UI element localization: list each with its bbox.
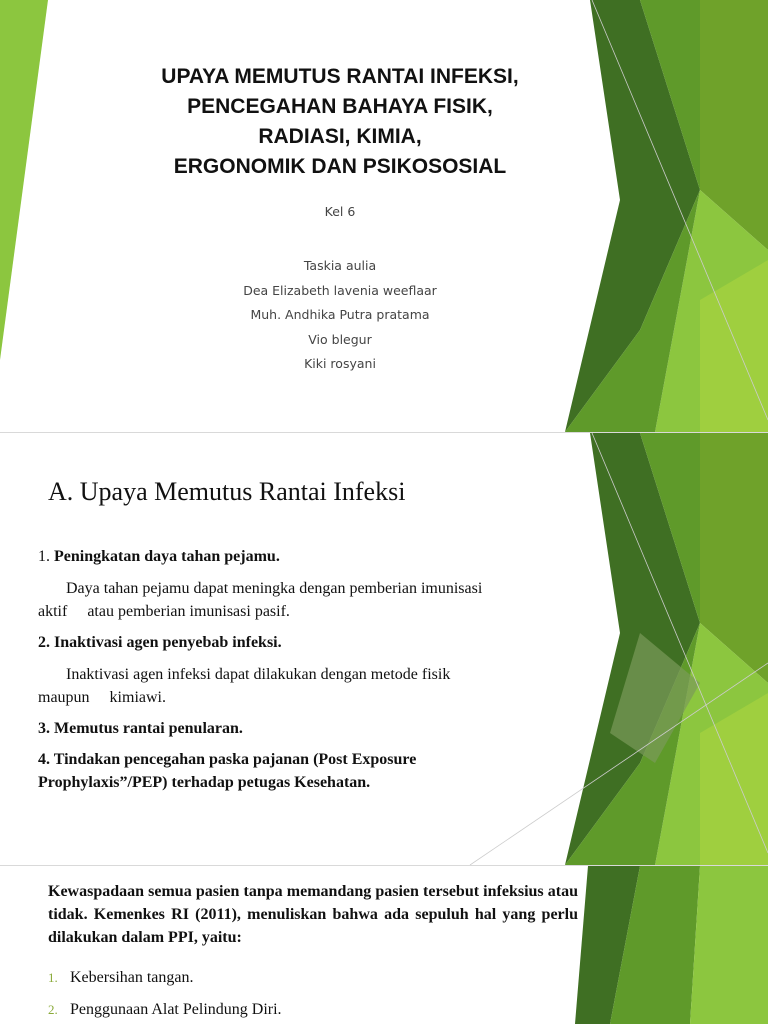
slide-content-partial <box>0 866 768 1024</box>
item-title: 2. Inaktivasi agen penyebab infeksi. <box>38 634 282 651</box>
member-name: Kiki rosyani <box>304 356 376 372</box>
section-body <box>38 545 578 794</box>
item-title: Peningkatan daya tahan pejamu. <box>50 548 280 565</box>
slide-title-text <box>60 62 620 182</box>
item-text: maupun kimiawi. <box>38 689 166 706</box>
list-item <box>48 966 578 998</box>
member-name: Muh. Andhika Putra pratama <box>250 307 430 323</box>
slide-content <box>0 433 768 865</box>
slide-title <box>0 0 768 432</box>
list-item <box>48 998 578 1024</box>
member-name: Dea Elizabeth lavenia weeflaar <box>243 282 437 298</box>
section-heading: A. Upaya Memutus Rantai Infeksi <box>48 477 406 506</box>
item-text: Daya tahan pejamu dapat meningka dengan pemberian imunisasi <box>66 580 483 597</box>
member-name: Vio blegur <box>308 331 372 347</box>
list-text: Penggunaan Alat Pelindung Diri. <box>70 1001 282 1018</box>
item-text: aktif atau pemberian imunisasi pasif. <box>38 603 290 620</box>
title-line: UPAYA MEMUTUS RANTAI INFEKSI, <box>161 65 519 88</box>
item-text: Inaktivasi agen infeksi dapat dilakukan dengan metode fisik <box>66 666 451 683</box>
intro-paragraph: Kewaspadaan semua pasien tanpa memandang pasien tersebut infeksius atau tidak. Kemenkes RI (2011), menuliskan bahwa ada sepuluh hal yang perlu dilakukan dalam PPI, yaitu: <box>48 883 578 946</box>
title-line: RADIASI, KIMIA, <box>258 125 422 148</box>
group-label: Kel 6 <box>324 204 356 219</box>
ppi-list <box>48 966 578 1024</box>
list-number: 2. <box>48 1002 58 1017</box>
item-title: 4. Tindakan pencegahan paska pajanan (Post Exposure <box>38 751 417 768</box>
member-name: Taskia aulia <box>303 258 377 273</box>
list-number: 1. <box>48 970 58 985</box>
item-title: 3. Memutus rantai penularan. <box>38 720 243 737</box>
title-line: ERGONOMIK DAN PSIKOSOSIAL <box>173 155 507 178</box>
title-line: PENCEGAHAN BAHAYA FISIK, <box>187 95 493 118</box>
item-number: 1. <box>38 548 50 565</box>
item-title: Prophylaxis”/PEP) terhadap petugas Kesehatan. <box>38 774 371 791</box>
member-list <box>150 254 530 377</box>
list-text: Kebersihan tangan. <box>70 969 194 986</box>
